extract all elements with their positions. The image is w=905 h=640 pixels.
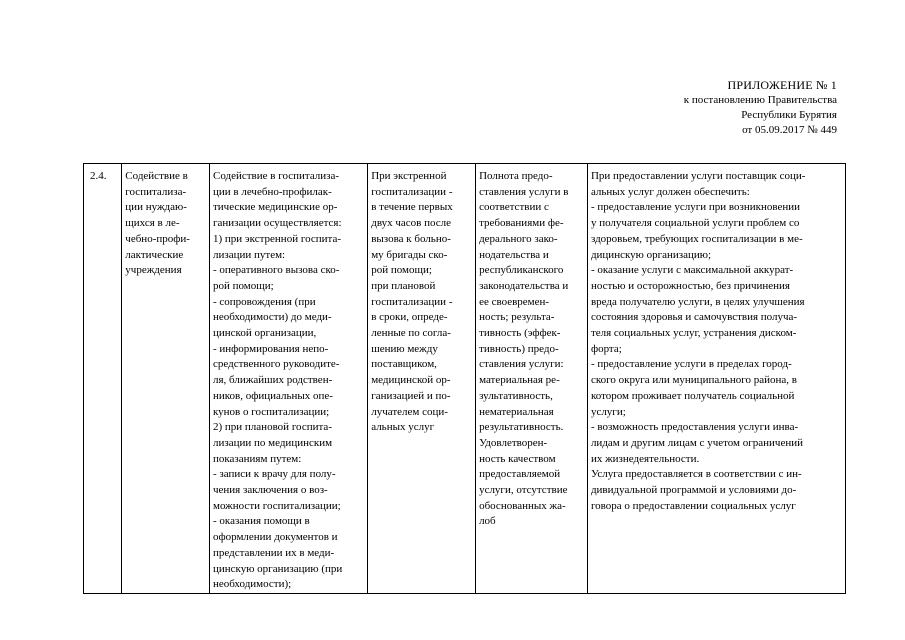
text-line: рой помощи;	[371, 264, 432, 277]
cell-quality	[476, 164, 588, 594]
text-line: теля социальных услуг, устранения диском-	[590, 327, 797, 340]
text-line: ции нуждаю-	[125, 201, 187, 214]
text-line: - записи к врачу для полу-	[212, 468, 336, 481]
text-line: шению между	[371, 342, 438, 355]
text-line: цинской организации,	[212, 327, 317, 340]
text-line: нематериальная	[479, 405, 554, 418]
text-line: их жизнедеятельности.	[590, 452, 700, 465]
text-line: учреждения	[125, 264, 182, 277]
text-line: законодательства и	[479, 279, 569, 292]
text-line: рой помощи;	[212, 279, 274, 292]
text-line: - сопровождения (при	[212, 295, 316, 308]
text-line: дерального зако-	[479, 232, 558, 245]
text-line: цинскую организацию (при	[212, 562, 343, 575]
text-line: соответствии с	[479, 201, 549, 214]
text-line: у получателя социальной услуги проблем со	[590, 217, 800, 230]
text-line: ленные по согла-	[371, 327, 451, 340]
text-line: двух часов после	[371, 217, 452, 230]
text-line: оформлении документов и	[212, 531, 338, 544]
text-line: в течение первых	[371, 201, 453, 214]
text-line: При предоставлении услуги поставщик соци-	[590, 170, 806, 182]
text-line: - оперативного вызова ско-	[212, 264, 340, 277]
text-line: тивность) предо-	[479, 342, 559, 355]
text-line: Содействие в	[125, 170, 188, 182]
text-line: - оказание услуги с максимальной аккурат-	[590, 264, 794, 277]
text-line: необходимости) до меди-	[212, 311, 332, 324]
text-line: нодательства и	[479, 248, 549, 261]
text-line: вызова к больно-	[371, 232, 451, 245]
text-line: При экстренной	[371, 170, 447, 182]
cell-timing	[368, 164, 476, 594]
text-line: дицинскую организацию;	[590, 248, 712, 261]
text-line: 1) при экстренной госпита-	[212, 232, 341, 245]
text-line: ции в лечебно-профилак-	[212, 185, 332, 198]
cell-service-name	[122, 164, 210, 594]
text-line: предоставляемой	[479, 468, 561, 481]
text-line: ганизации осуществляется:	[212, 217, 342, 230]
text-line: лидам и другим лицам с учетом ограничений	[590, 436, 804, 449]
text-line: обоснованных жа-	[479, 499, 566, 512]
cell-number	[84, 164, 122, 594]
text-line: медицинской ор-	[371, 374, 451, 387]
text-line: чебно-профи-	[125, 232, 190, 245]
appendix-line-2: Республики Бурятия	[741, 109, 837, 121]
text-line: ее своевремен-	[479, 295, 550, 308]
text-line: лоб	[479, 515, 496, 528]
text-line: - оказания помощи в	[212, 515, 310, 528]
text-line: ставления услуги в	[479, 185, 569, 198]
appendix-line-3: от 05.09.2017 № 449	[742, 124, 837, 136]
text-line: вреда получателю услуги, в целях улучшения	[590, 295, 805, 308]
text-line: ность; результа-	[479, 311, 555, 324]
text-line: состояния здоровья и самочувствия получа-	[590, 311, 798, 324]
text-line: Удовлетворен-	[479, 436, 548, 449]
text-line: показаниям путем:	[212, 452, 302, 465]
text-line: Содействие в госпитализа-	[212, 170, 340, 182]
text-line: лизации путем:	[212, 248, 286, 261]
text-line: дивидуальной программой и условиями до-	[590, 484, 797, 497]
text-line: средственного руководите-	[212, 358, 340, 371]
text-line: альных услуг	[371, 421, 435, 434]
text-line: здоровьем, требующих госпитализации в ме-	[590, 232, 803, 245]
text-line: лучателем соци-	[371, 405, 448, 418]
text-line: - предоставление услуги в пределах город-	[590, 358, 792, 371]
text-line: лактические	[125, 248, 184, 261]
text-line: кунов о госпитализации;	[212, 405, 330, 418]
text-line: при плановой	[371, 279, 436, 292]
text-line: зультативность,	[479, 389, 553, 402]
text-line: му бригады ско-	[371, 248, 448, 261]
appendix-line-1: к постановлению Правительства	[683, 94, 837, 106]
text-line: лизации по медицинским	[212, 436, 333, 449]
table-row	[84, 164, 846, 594]
services-table	[83, 163, 846, 594]
cell-conditions	[587, 164, 845, 594]
text-line: можности госпитализации;	[212, 499, 341, 512]
text-line: госпитализации -	[371, 295, 453, 308]
cell-description	[209, 164, 367, 594]
text-line: чения заключения о воз-	[212, 484, 328, 497]
text-line: 2) при плановой госпита-	[212, 421, 332, 434]
row-number: 2.4.	[90, 170, 107, 182]
text-line: - информирования непо-	[212, 342, 329, 355]
text-line: ставления услуги:	[479, 358, 564, 371]
text-line: Услуга предоставляется в соответствии с ин-	[590, 468, 802, 481]
text-line: республиканского	[479, 264, 564, 277]
appendix-header	[684, 78, 837, 138]
appendix-title: ПРИЛОЖЕНИЕ № 1	[727, 78, 837, 92]
text-line: - предоставление услуги при возникновении	[590, 201, 801, 214]
text-line: тические медицинские ор-	[212, 201, 338, 214]
text-line: представлении их в меди-	[212, 546, 335, 559]
text-line: - возможность предоставления услуги инва-	[590, 421, 799, 434]
text-line: щихся в ле-	[125, 217, 180, 230]
text-line: результативность.	[479, 421, 564, 434]
text-line: котором проживает получатель социальной	[590, 389, 795, 402]
text-line: тивность (эффек-	[479, 327, 561, 340]
text-line: говора о предоставлении социальных услуг	[590, 499, 796, 512]
text-line: услуги, отсутствие	[479, 484, 568, 497]
text-line: альных услуг должен обеспечить:	[590, 185, 750, 198]
text-line: форта;	[590, 342, 622, 355]
text-line: поставщиком,	[371, 358, 437, 371]
text-line: ского округа или муниципального района, в	[590, 374, 797, 387]
text-line: госпитализации -	[371, 185, 453, 198]
text-line: ля, ближайших родствен-	[212, 374, 333, 387]
text-line: госпитализа-	[125, 185, 187, 198]
text-line: ганизацией и по-	[371, 389, 451, 402]
text-line: материальная ре-	[479, 374, 560, 387]
text-line: ностью и осторожностью, без причинения	[590, 279, 790, 292]
text-line: услуги;	[590, 405, 626, 418]
text-line: Полнота предо-	[479, 170, 553, 182]
text-line: требованиями фе-	[479, 217, 564, 230]
text-line: в сроки, опреде-	[371, 311, 448, 324]
text-line: ников, официальных опе-	[212, 389, 333, 402]
text-line: необходимости);	[212, 578, 292, 591]
text-line: ность качеством	[479, 452, 556, 465]
